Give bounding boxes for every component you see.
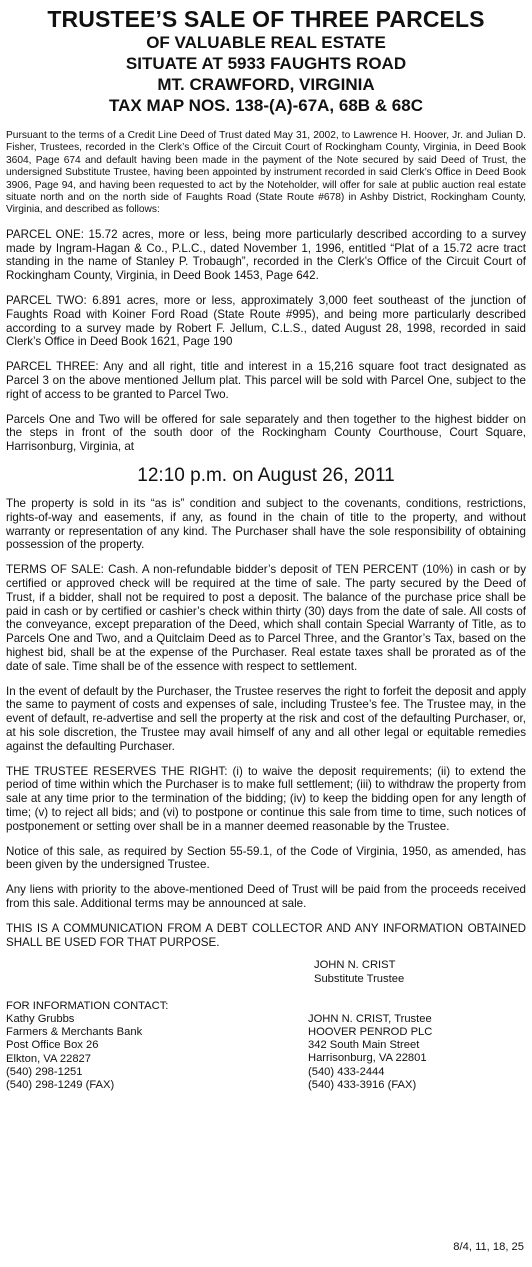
subtitle-line: OF VALUABLE REAL ESTATE xyxy=(146,33,386,52)
contact-right-line: 342 South Main Street xyxy=(308,1039,420,1052)
contact-left-line: (540) 298-1251 xyxy=(6,1065,83,1078)
notice-paragraph: Notice of this sale, as required by Section 55-59.1, of the Code of Virginia, 1950, as amended, has been given by the undersigned Trustee. xyxy=(6,844,526,872)
debt-collector-notice: THIS IS A COMMUNICATION FROM A DEBT COLLECTOR AND ANY INFORMATION OBTAINED SHALL BE USED FOR THAT PURPOSE. xyxy=(6,921,526,949)
liens-paragraph: Any liens with priority to the above-mentioned Deed of Trust will be paid from the proceeds received from this sale. Additional terms may be announced at sale. xyxy=(6,883,526,910)
contact-left-line: Farmers & Merchants Bank xyxy=(6,1026,143,1039)
terms-paragraph: TERMS OF SALE: Cash. A non-refundable bidder’s deposit of TEN PERCENT (10%) in cash or by certified or approved check will be required at the time of sale. The party secured by the Deed of Trust, if a bidder, shall not be required to post a deposit. The balance of the purchase price shall be paid in cash or by certified or cashier’s check within thirty (30) days from the date of sale. All costs of the conveyance, except preparation of the Deed, which shall contain Special Warranty of Title, as to Parcels One and Two, and a Quitclaim Deed as to Parcel Three, and the Grantor’s Tax, based on the highest bid, shall be at the expense of the Purchaser. Real estate taxes shall be prorated as of the date of sale. Time shall be of the essence with respect to settlement. xyxy=(6,563,526,673)
contact-section xyxy=(6,1000,526,1092)
notice-header xyxy=(6,6,526,116)
contact-left-line: (540) 298-1249 (FAX) xyxy=(6,1078,115,1091)
notice-title: TRUSTEE’S SALE OF THREE PARCELS xyxy=(47,6,485,32)
contact-left-line: Elkton, VA 22827 xyxy=(6,1052,92,1065)
signature-block xyxy=(314,959,526,985)
contact-left-line: Kathy Grubbs xyxy=(6,1012,75,1025)
tax-map-line: TAX MAP NOS. 138-(A)-67A, 68B & 68C xyxy=(109,96,423,115)
signature-name: JOHN N. CRIST xyxy=(314,959,396,972)
offer-paragraph: Parcels One and Two will be offered for sale separately and then together to the highest bidder on the steps in front of the south door of the Rockingham County Courthouse, Court Square, Harrisonburg, Virginia, at xyxy=(6,412,526,454)
parcel-two-paragraph: PARCEL TWO: 6.891 acres, more or less, approximately 3,000 feet southeast of the junction of Faughts Road with Koiner Ford Road (State Route #995), and being more particularly described according to a survey made by Robert F. Jellum, C.L.S., dated August 28, 1998, recorded in said Clerk’s Office in Deed Book 1621, Page 190 xyxy=(6,294,526,349)
contact-heading: FOR INFORMATION CONTACT: xyxy=(6,999,169,1012)
contact-right-line: HOOVER PENROD PLC xyxy=(308,1025,433,1038)
signature-title: Substitute Trustee xyxy=(314,972,405,985)
contact-left-column xyxy=(6,1000,308,1092)
address-line: SITUATE AT 5933 FAUGHTS ROAD xyxy=(125,54,407,73)
contact-right-column xyxy=(308,1000,526,1092)
default-paragraph: In the event of default by the Purchaser, the Trustee reserves the right to forfeit the deposit and apply the same to payment of costs and expenses of sale, including Trustee’s fee. The Trustee may, in the event of default, re-advertise and sell the property at the risk and cost of the defaulting Purchaser, or, at his sole discretion, the Trustee may avail himself of any and all other legal or equitable remedies against the defaulting Purchaser. xyxy=(6,684,526,753)
contact-right-line: (540) 433-2444 xyxy=(308,1065,385,1078)
notice-body xyxy=(6,130,526,949)
city-line: MT. CRAWFORD, VIRGINIA xyxy=(157,75,375,94)
parcel-three-paragraph: PARCEL THREE: Any and all right, title and interest in a 15,216 square foot tract designated as Parcel 3 on the above mentioned Jellum plat. This parcel will be sold with Parcel One, subject to the right of access to be granted to Parcel Two. xyxy=(6,360,526,401)
reserves-paragraph: THE TRUSTEE RESERVES THE RIGHT: (i) to waive the deposit requirements; (ii) to extend the period of time within which the Purchaser is to make full settlement; (iii) to withdraw the property from sale at any time prior to the termination of the bidding; (iv) to keep the bidding open for any length of time; (v) to reject all bids; and (vi) to postpone or continue this sale from time to time, such notices of postponement or setting over shall be in a manner deemed reasonable by the Trustee. xyxy=(6,764,526,833)
contact-right-line: Harrisonburg, VA 22801 xyxy=(308,1052,427,1065)
contact-right-line: (540) 433-3916 (FAX) xyxy=(308,1078,417,1091)
sale-time: 12:10 p.m. on August 26, 2011 xyxy=(137,465,395,486)
intro-paragraph: Pursuant to the terms of a Credit Line Deed of Trust dated May 31, 2002, to Lawrence H. Hoover, Jr. and Julian D. Fisher, Trustees, recorded in the Clerk’s Office of the Circuit Court of Rockingham County, Virginia, in Deed Book 3604, Page 674 and default having been made in the payment of the Note secured by said Deed of Trust, the undersigned Substitute Trustee, having been appointed by instrument recorded in said Clerk’s Office in Deed Book 3906, Page 94, and having been requested to act by the Noteholder, will offer for sale at public auction real estate situate north and on the north side of Faughts Road (State Route #678) in Ashby District, Rockingham County, Virginia, and described as follows: xyxy=(6,130,526,216)
parcel-one-paragraph: PARCEL ONE: 15.72 acres, more or less, being more particularly described according to a survey made by Ingram-Hagan & Co., P.L.C., dated November 1, 1996, entitled “Plat of a 15.72 acre tract standing in the name of Stanley P. Trobaugh”, recorded in the Clerk’s Office of the Circuit Court of Rockingham County, Virginia, in Deed Book 1453, Page 642. xyxy=(6,227,526,283)
contact-right-line: JOHN N. CRIST, Trustee xyxy=(308,1012,432,1025)
contact-left-line: Post Office Box 26 xyxy=(6,1039,99,1052)
as-is-paragraph: The property is sold in its “as is” condition and subject to the covenants, conditions, restrictions, rights-of-way and easements, if any, as found in the chain of title to the property, and without warranty or representation of any kind. The Purchaser shall have the sole responsibility of obtaining possession of the property. xyxy=(6,497,526,552)
publication-dates: 8/4, 11, 18, 25 xyxy=(453,1241,524,1253)
